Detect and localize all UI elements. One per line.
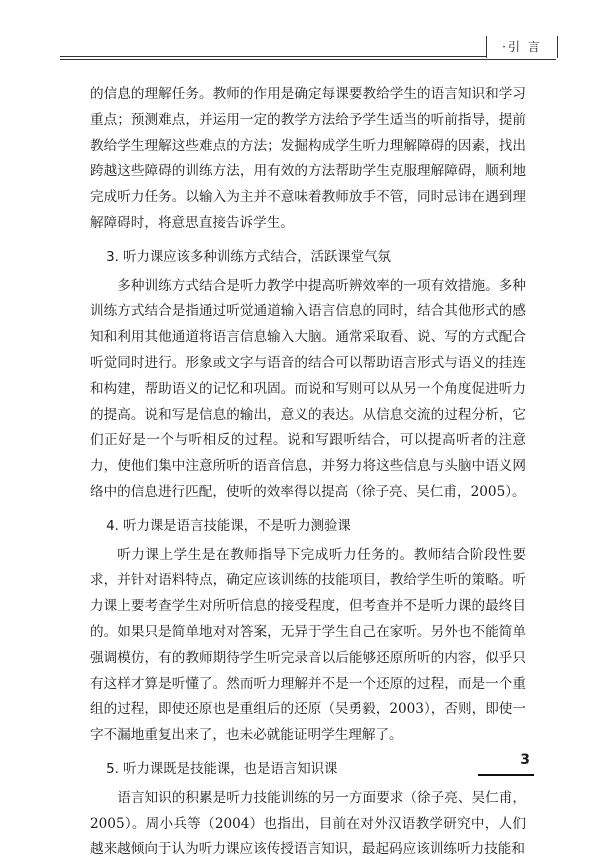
paragraph-4: 听力课上学生是在教师指导下完成听力任务的。教师结合阶段性要求，并针对语料特点，确定应该训练的技能项目，教给学生听的策略。听力课上要考查学生对所听信息的接受程度，但考查并不是听力课的最终目的。如果只是简单地对对答案，无异于学生自己在家听。另外也不能简单强调模仿，有的教师期待学生听完录音以后能够还原所听的内容，似乎只有这样才算是听懂了。然而听力理解并不是一个还原的过程，而是一个重组的过程，即使还原也是重组后的还原（吴勇毅，2003），否则，即使一字不漏地重复出来了，也未必就能证明学生理解了。: [90, 546, 526, 744]
page-body: [90, 82, 526, 863]
section-heading-4: 4. 听力课是语言技能课，不是听力测验课: [106, 518, 351, 534]
paragraph-continued: 的信息的理解任务。教师的作用是确定每课要教给学生的语言知识和学习重点；预测难点，并运用一定的教学方法给予学生适当的听前指导，提前教给学生理解这些难点的方法；发掘构成学生听力理解障碍的因素，找出跨越这些障碍的训练方法，用有效的方法帮助学生克服理解障碍，顺利地完成听力任务。以输入为主并不意味着教师放手不管，同时忌讳在遇到理解障碍时，将意思直接告诉学生。: [90, 86, 526, 231]
section-heading-5: 5. 听力课既是技能课，也是语言知识课: [106, 761, 338, 777]
header-rule-top: [60, 56, 556, 57]
paragraph-3: 多种训练方式结合是听力教学中提高听辨效率的一项有效措施。多种训练方式结合是指通过听觉通道输入语言信息的同时，结合其他形式的感知和利用其他通道将语言信息输入大脑。通常采取看、说、写的方式配合听觉同时进行。形象或文字与语音的结合可以帮助语言形式与语义的挂连和构建，帮助语义的记忆和巩固。而说和写则可以从另一个角度促进听力的提高。说和写是信息的输出，意义的表达。从信息交流的过程分析，它们正好是一个与听相反的过程。说和写跟听结合，可以提高听者的注意力，使他们集中注意所听的语音信息，并努力将这些信息与头脑中语义网络中的信息进行匹配，使听的效率得以提高（徐子亮、吴仁甫，2005）。: [90, 277, 526, 500]
header-rule-bottom: [60, 59, 556, 60]
footer-rule: [478, 774, 534, 776]
section-label: ·引 言: [486, 36, 558, 58]
section-heading-3: 3. 听力课应该多种训练方式结合，活跃课堂气氛: [106, 249, 391, 265]
paragraph-5: 语言知识的积累是听力技能训练的另一方面要求（徐子亮、吴仁甫，2005）。周小兵等（2004）也指出，目前在对外汉语教学研究中，人们越来越倾向于认为听力课应该传授语言知识，最起码应该训练听力技能和: [90, 789, 526, 858]
page-number: 3: [520, 752, 530, 768]
